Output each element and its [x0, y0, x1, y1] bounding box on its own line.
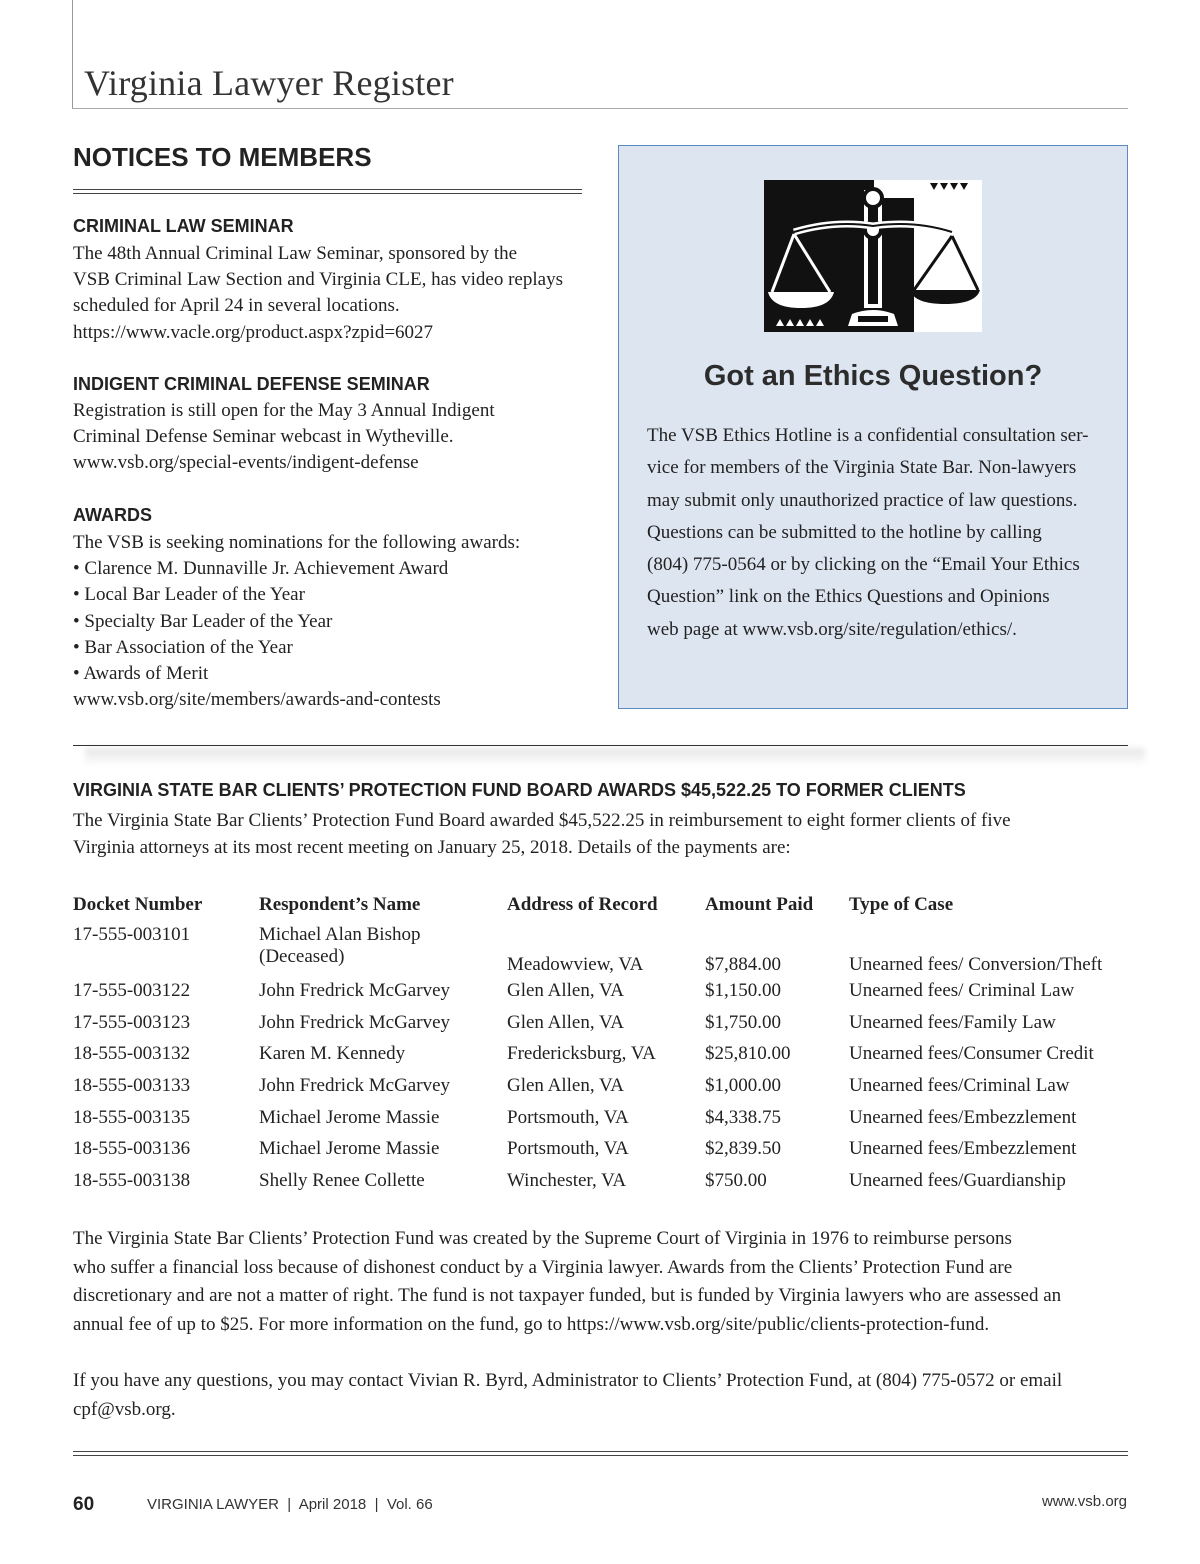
contact-text	[73, 1367, 1133, 1424]
cell-amount: $4,338.75	[705, 1106, 781, 1128]
ethics-line: Questions can be submitted to the hotline by calling	[647, 521, 1042, 543]
cell-address: Portsmouth, VA	[507, 1138, 629, 1160]
ethics-line: vice for members of the Virginia State Bar. Non-lawyers	[647, 457, 1077, 479]
awards-intro: The VSB is seeking nominations for the following awards:	[73, 532, 521, 553]
criminal-seminar-line: scheduled for April 24 in several locations.	[73, 295, 400, 317]
cell-address: Portsmouth, VA	[507, 1106, 629, 1128]
contact-line: If you have any questions, you may contact Vivian R. Byrd, Administrator to Clients’ Protection Fund, at (804) 775-0572 or email	[73, 1370, 1063, 1391]
cell-respondent: Michael Jerome Massie	[259, 1138, 440, 1160]
cpf-intro	[73, 807, 1133, 861]
cell-amount: $1,750.00	[705, 1011, 781, 1033]
awards-link[interactable]: www.vsb.org/site/members/awards-and-contests	[73, 689, 441, 711]
cell-respondent: John Fredrick McGarvey	[259, 1011, 451, 1033]
fund-description-line: discretionary and are not a matter of right. The fund is not taxpayer funded, but is funded by Virginia lawyers who are assessed an	[73, 1285, 1062, 1306]
ethics-text	[647, 420, 1117, 646]
table-row	[73, 1075, 1153, 1107]
fund-description-line: The Virginia State Bar Clients’ Protection Fund was created by the Supreme Court of Virginia in 1976 to reimburse persons	[73, 1228, 1012, 1249]
criminal-seminar-line: The 48th Annual Criminal Law Seminar, sponsored by the	[73, 243, 518, 264]
cell-address: Fredericksburg, VA	[507, 1043, 656, 1065]
criminal-seminar-line: VSB Criminal Law Section and Virginia CLE, has video replays	[73, 269, 563, 291]
cell-case-type: Unearned fees/Embezzlement	[849, 1106, 1077, 1128]
footer-double-rule	[73, 1451, 1128, 1456]
ethics-line: Question” link on the Ethics Questions and Opinions	[647, 586, 1050, 608]
fund-description-link-line[interactable]: annual fee of up to $25. For more information on the fund, go to https://www.vsb.org/site/public/clients-protection-fund.	[73, 1313, 990, 1335]
table-row	[73, 1107, 1153, 1139]
awards-list-item: • Bar Association of the Year	[73, 636, 293, 658]
ethics-line: may submit only unauthorized practice of law questions.	[647, 489, 1078, 511]
col-header-docket: Docket Number	[73, 894, 203, 915]
table-row	[73, 1012, 1153, 1044]
indigent-seminar-line: Criminal Defense Seminar webcast in Wytheville.	[73, 426, 454, 448]
awards-list-item: • Awards of Merit	[73, 663, 209, 685]
cell-amount: $7,884.00	[705, 954, 781, 975]
header-left-rule	[72, 0, 73, 108]
indigent-seminar-line: Registration is still open for the May 3 Annual Indigent	[73, 400, 495, 421]
notices-heading: NOTICES TO MEMBERS	[73, 142, 372, 172]
cell-case-type: Unearned fees/ Criminal Law	[849, 980, 1075, 1001]
cell-amount: $25,810.00	[705, 1043, 791, 1065]
awards-body	[73, 530, 593, 713]
respondent-name: Michael Alan Bishop	[259, 924, 421, 945]
col-header-case-type: Type of Case	[849, 894, 954, 915]
cell-case-type: Unearned fees/Family Law	[849, 1011, 1056, 1033]
criminal-seminar-link[interactable]: https://www.vacle.org/product.aspx?zpid=6027	[73, 321, 434, 343]
section-divider	[73, 745, 1128, 746]
cell-case-type: Unearned fees/Guardianship	[849, 1170, 1066, 1192]
cell-respondent: Shelly Renee Collette	[259, 1170, 425, 1192]
cell-address: Glen Allen, VA	[507, 980, 624, 1001]
cell-address: Glen Allen, VA	[507, 1075, 624, 1097]
ethics-heading: Got an Ethics Question?	[703, 360, 1043, 392]
table-row	[73, 980, 1153, 1012]
section-title: Virginia Lawyer Register	[84, 63, 454, 103]
awards-list-item: • Local Bar Leader of the Year	[73, 584, 305, 606]
cell-docket: 18-555-003138	[73, 1170, 191, 1192]
cell-respondent: John Fredrick McGarvey	[259, 980, 451, 1001]
indigent-seminar-title: INDIGENT CRIMINAL DEFENSE SEMINAR	[73, 374, 430, 394]
cell-address: Glen Allen, VA	[507, 1011, 624, 1033]
cell-case-type: Unearned fees/ Conversion/Theft	[849, 954, 1103, 975]
divider-shadow	[85, 748, 1145, 766]
cpf-intro-line: Virginia attorneys at its most recent meeting on January 25, 2018. Details of the payments are:	[73, 837, 791, 858]
publication-info: VIRGINIA LAWYER | April 2018 | Vol. 66	[147, 1496, 433, 1513]
cell-case-type: Unearned fees/Criminal Law	[849, 1075, 1070, 1097]
cpf-intro-line: The Virginia State Bar Clients’ Protection Fund Board awarded $45,522.25 in reimbursement to eight former clients of five	[73, 810, 1011, 831]
cell-docket: 17-555-003101	[73, 924, 191, 945]
cell-respondent	[259, 924, 507, 980]
cell-amount: $750.00	[705, 1170, 767, 1192]
fund-description-line: who suffer a financial loss because of dishonest conduct by a Virginia lawyer. Awards from the Clients’ Protection Fund are	[73, 1256, 1013, 1278]
cell-respondent: John Fredrick McGarvey	[259, 1075, 451, 1097]
col-header-respondent: Respondent’s Name	[259, 894, 421, 915]
table-header-row	[73, 894, 1153, 924]
awards-list-item: • Specialty Bar Leader of the Year	[73, 610, 333, 632]
cell-address: Meadowview, VA	[507, 954, 644, 975]
notices-double-rule	[73, 189, 582, 194]
cell-docket: 17-555-003122	[73, 980, 191, 1001]
col-header-amount: Amount Paid	[705, 894, 814, 915]
table-row	[73, 1170, 1153, 1202]
cell-docket: 18-555-003133	[73, 1075, 191, 1097]
fund-description	[73, 1225, 1138, 1339]
ethics-line: The VSB Ethics Hotline is a confidential consultation ser-	[647, 425, 1089, 446]
respondent-note: (Deceased)	[259, 946, 345, 967]
cell-amount: $2,839.50	[705, 1138, 781, 1160]
website-link[interactable]: www.vsb.org	[1041, 1493, 1127, 1510]
awards-title: AWARDS	[73, 505, 153, 525]
contact-email[interactable]: cpf@vsb.org.	[73, 1398, 176, 1420]
ethics-link-line[interactable]: web page at www.vsb.org/site/regulation/ethics/.	[647, 618, 1017, 640]
cell-amount: $1,000.00	[705, 1075, 781, 1097]
cell-respondent: Karen M. Kennedy	[259, 1043, 406, 1065]
cell-docket: 17-555-003123	[73, 1011, 191, 1033]
awards-list-item: • Clarence M. Dunnaville Jr. Achievement Award	[73, 558, 449, 580]
page-number: 60	[73, 1494, 95, 1515]
cell-docket: 18-555-003132	[73, 1043, 191, 1065]
table-row	[73, 924, 1153, 980]
cell-case-type: Unearned fees/Consumer Credit	[849, 1043, 1094, 1065]
header-rule	[72, 108, 1128, 109]
cell-docket: 18-555-003136	[73, 1138, 191, 1160]
table-row	[73, 1138, 1153, 1170]
cell-docket: 18-555-003135	[73, 1106, 191, 1128]
table-row	[73, 1043, 1153, 1075]
cell-respondent: Michael Jerome Massie	[259, 1106, 440, 1128]
criminal-seminar-title: CRIMINAL LAW SEMINAR	[73, 216, 294, 236]
indigent-seminar-link[interactable]: www.vsb.org/special-events/indigent-defense	[73, 452, 419, 474]
cell-address: Winchester, VA	[507, 1170, 627, 1192]
cell-amount: $1,150.00	[705, 980, 781, 1001]
payments-table	[73, 894, 1153, 1202]
criminal-seminar-body	[73, 241, 593, 346]
cell-case-type: Unearned fees/Embezzlement	[849, 1138, 1077, 1160]
cpf-heading: VIRGINIA STATE BAR CLIENTS’ PROTECTION FUND BOARD AWARDS $45,522.25 TO FORMER CLIENTS	[73, 780, 966, 800]
scales-of-justice-icon	[764, 180, 982, 332]
col-header-address: Address of Record	[507, 894, 658, 915]
indigent-seminar-body	[73, 398, 593, 477]
ethics-line: (804) 775-0564 or by clicking on the “Email Your Ethics	[647, 554, 1080, 576]
